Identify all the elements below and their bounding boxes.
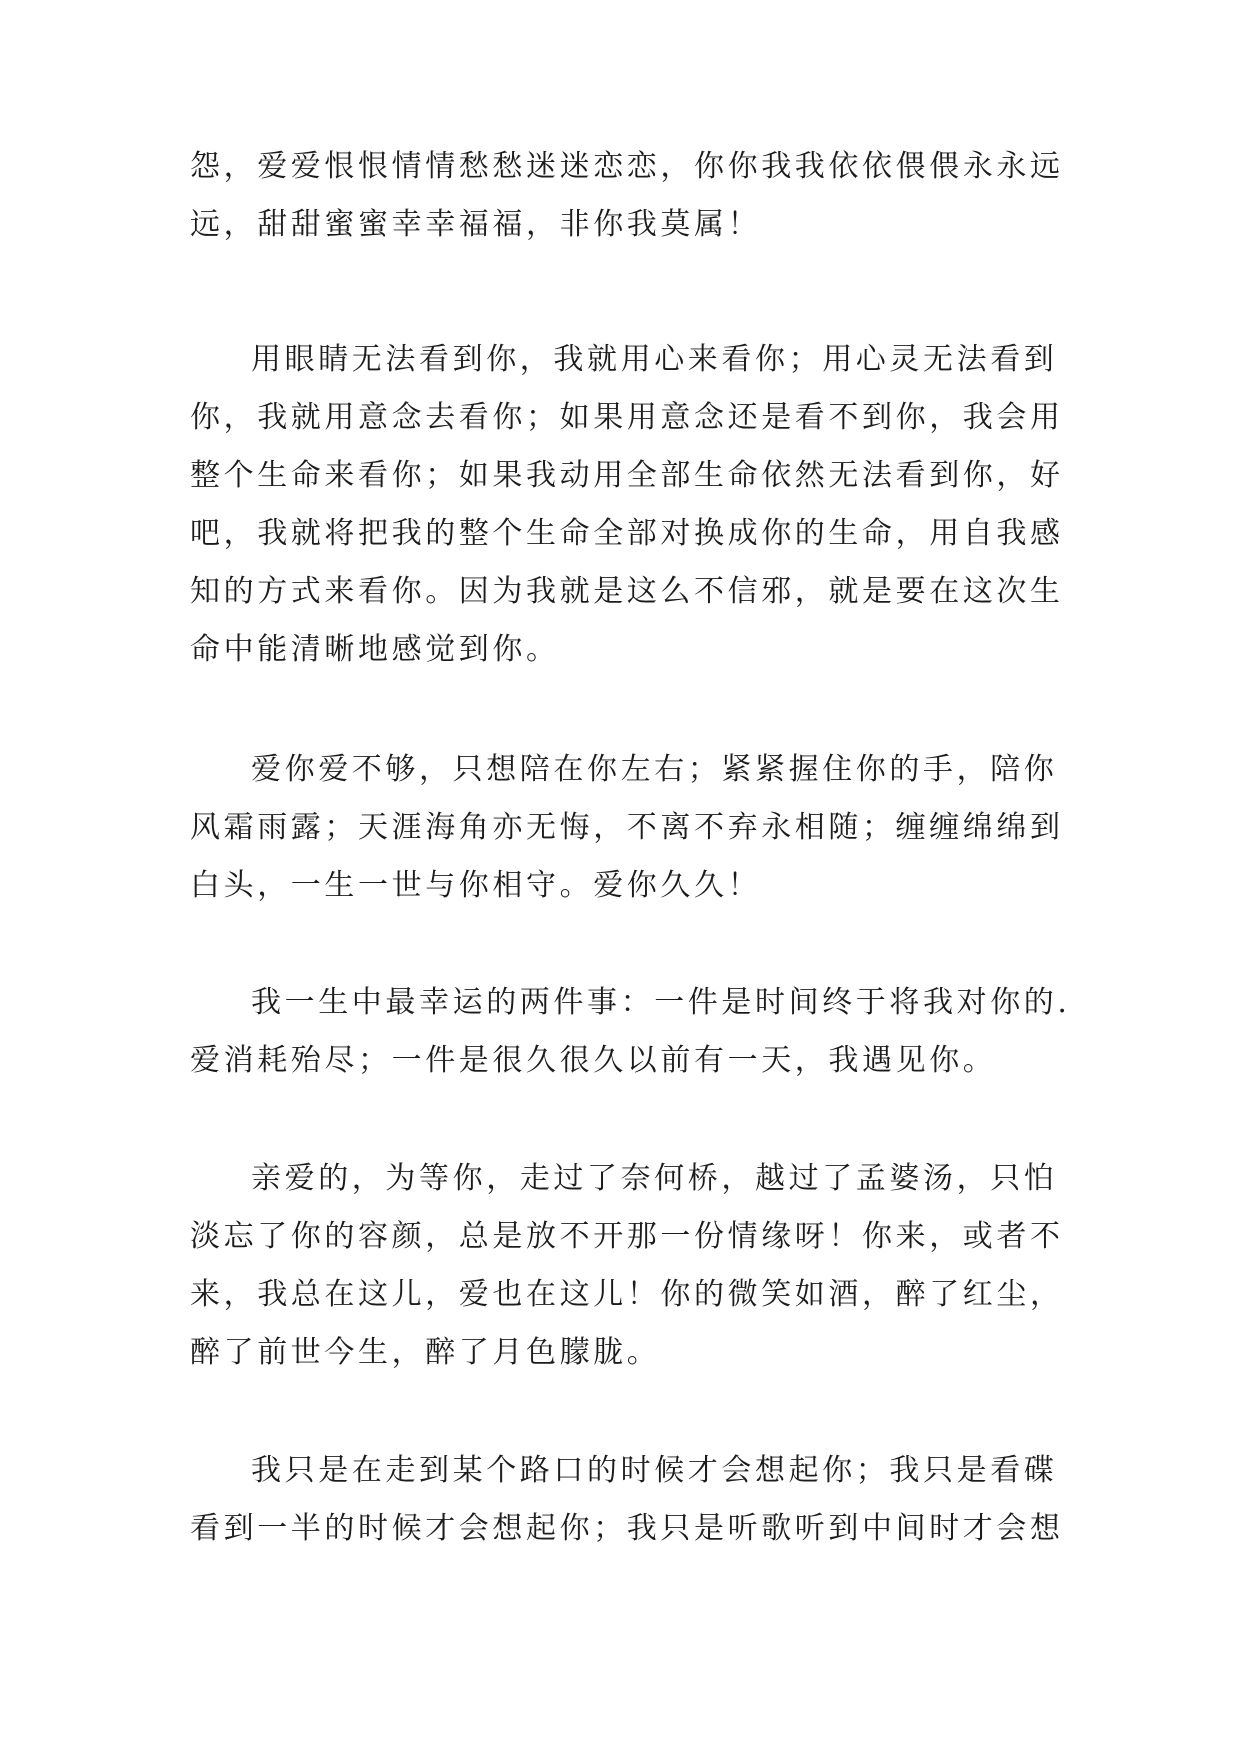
paragraph-line: 知的方式来看你。因为我就是这么不信邪，就是要在这次生 (190, 574, 1064, 609)
paragraph-line: 爱你爱不够，只想陪在你左右；紧紧握住你的手，陪你 (251, 752, 1058, 787)
paragraph-line: 你，我就用意念去看你；如果用意念还是看不到你，我会用 (190, 400, 1064, 435)
paragraph-3 (190, 741, 1064, 915)
paragraph-line: 淡忘了你的容颜，总是放不开那一份情缘呀！你来，或者不 (190, 1219, 1064, 1254)
paragraph-line: 看到一半的时候才会想起你；我只是听歌听到中间时才会想 (190, 1511, 1064, 1546)
paragraph-6 (190, 1442, 1064, 1558)
paragraph-line: 怨，爱爱恨恨情情愁愁迷迷恋恋，你你我我依依偎偎永永远 (190, 149, 1064, 184)
paragraph-line: 命中能清晰地感觉到你。 (190, 632, 560, 667)
paragraph-line: 吧，我就将把我的整个生命全部对换成你的生命，用自我感 (190, 516, 1064, 551)
paragraph-line: 用眼睛无法看到你，我就用心来看你；用心灵无法看到 (251, 342, 1058, 377)
paragraph-1 (190, 138, 1064, 254)
paragraph-line: 亲爱的，为等你，走过了奈何桥，越过了孟婆汤，只怕 (251, 1161, 1058, 1196)
paragraph-line: 来，我总在这儿，爱也在这儿！你的微笑如酒，醉了红尘， (190, 1277, 1064, 1312)
paragraph-line: 我一生中最幸运的两件事：一件是时间终于将我对你的. (251, 985, 1071, 1020)
paragraph-4 (190, 974, 1071, 1090)
paragraph-line: 我只是在走到某个路口的时候才会想起你；我只是看碟 (251, 1453, 1058, 1488)
paragraph-line: 远，甜甜蜜蜜幸幸福福，非你我莫属！ (190, 207, 762, 242)
paragraph-line: 醉了前世今生，醉了月色朦胧。 (190, 1335, 661, 1370)
paragraph-line: 整个生命来看你；如果我动用全部生命依然无法看到你，好 (190, 458, 1064, 493)
paragraph-5 (190, 1150, 1064, 1382)
paragraph-line: 白头，一生一世与你相守。爱你久久！ (190, 868, 762, 903)
paragraph-2 (190, 331, 1064, 679)
paragraph-line: 爱消耗殆尽；一件是很久很久以前有一天，我遇见你。 (190, 1043, 997, 1078)
paragraph-line: 风霜雨露；天涯海角亦无悔，不离不弃永相随；缠缠绵绵到 (190, 810, 1064, 845)
